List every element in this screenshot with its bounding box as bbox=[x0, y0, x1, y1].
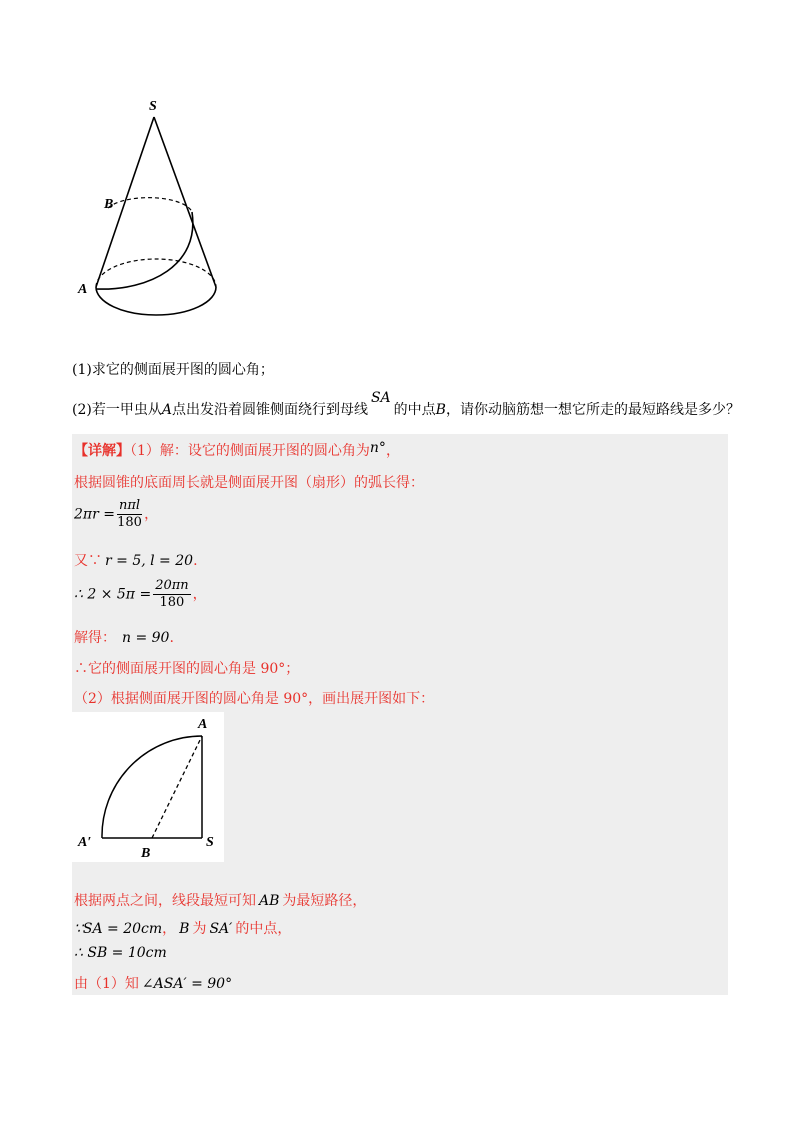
fraction-20pin-180: $\frac{20\pi n}{180}$ bbox=[155, 578, 189, 610]
segment-ab-dashed bbox=[152, 736, 202, 838]
solution-line-12: 由（1）知 ∠ASA′ = 90° bbox=[74, 976, 233, 992]
sector-label-a: A bbox=[198, 717, 208, 732]
sector-label-s: S bbox=[206, 835, 214, 850]
sector-arc bbox=[102, 736, 202, 838]
cone-label-a: A bbox=[78, 282, 88, 297]
cone-mid-ellipse-dashed bbox=[108, 198, 192, 212]
question-2: (2)若一甲虫从A点出发沿着圆锥侧面绕行到母线SA的中点B，请你动脑筋想一想它所走的最短路线是多少？ bbox=[72, 390, 740, 418]
solution-line-8: （2）根据侧面展开图的圆心角是 90°，画出展开图如下： bbox=[74, 691, 435, 707]
fraction-npil-180: $\frac{\text{nπl}}{180}$ bbox=[117, 498, 142, 530]
cone-label-b: B bbox=[104, 197, 114, 212]
question-1: (1)求它的侧面展开图的圆心角； bbox=[72, 362, 274, 378]
solution-line-5: ∴ 2 × 5π = $\frac{20\pi n}{180}$ ， bbox=[74, 578, 207, 610]
cone-base-dashed bbox=[96, 259, 216, 287]
sector-figure bbox=[72, 712, 224, 862]
cone-base-ellipse-back-dashed bbox=[96, 259, 216, 287]
insect-path-curve bbox=[96, 212, 193, 289]
cone-figure bbox=[70, 95, 240, 335]
solution-line-3: 2πr = $\frac{\text{nπl}}{180}$ ， bbox=[74, 498, 159, 530]
cone-label-s: S bbox=[149, 99, 157, 114]
solution-line-11: ∴ SB = 10cm bbox=[74, 945, 167, 961]
sector-label-b: B bbox=[141, 846, 151, 861]
sector-label-a-prime: A′ bbox=[78, 835, 92, 850]
solution-line-10: ∵SA = 20cm， B 为 SA′ 的中点， bbox=[74, 921, 292, 937]
solution-line-2: 根据圆锥的底面周长就是侧面展开图（扇形）的弧长得： bbox=[74, 475, 424, 491]
solution-line-4: 又∵ r = 5, l = 20. bbox=[74, 553, 198, 569]
solution-line-9: 根据两点之间，线段最短可知 AB 为最短路径， bbox=[74, 893, 367, 909]
solution-line-1: 【详解】（1）解：设它的侧面展开图的圆心角为n°， bbox=[74, 440, 400, 459]
solution-line-6: 解得： n = 90. bbox=[74, 630, 174, 646]
solution-line-7: ∴它的侧面展开图的圆心角是 90°； bbox=[74, 661, 300, 677]
